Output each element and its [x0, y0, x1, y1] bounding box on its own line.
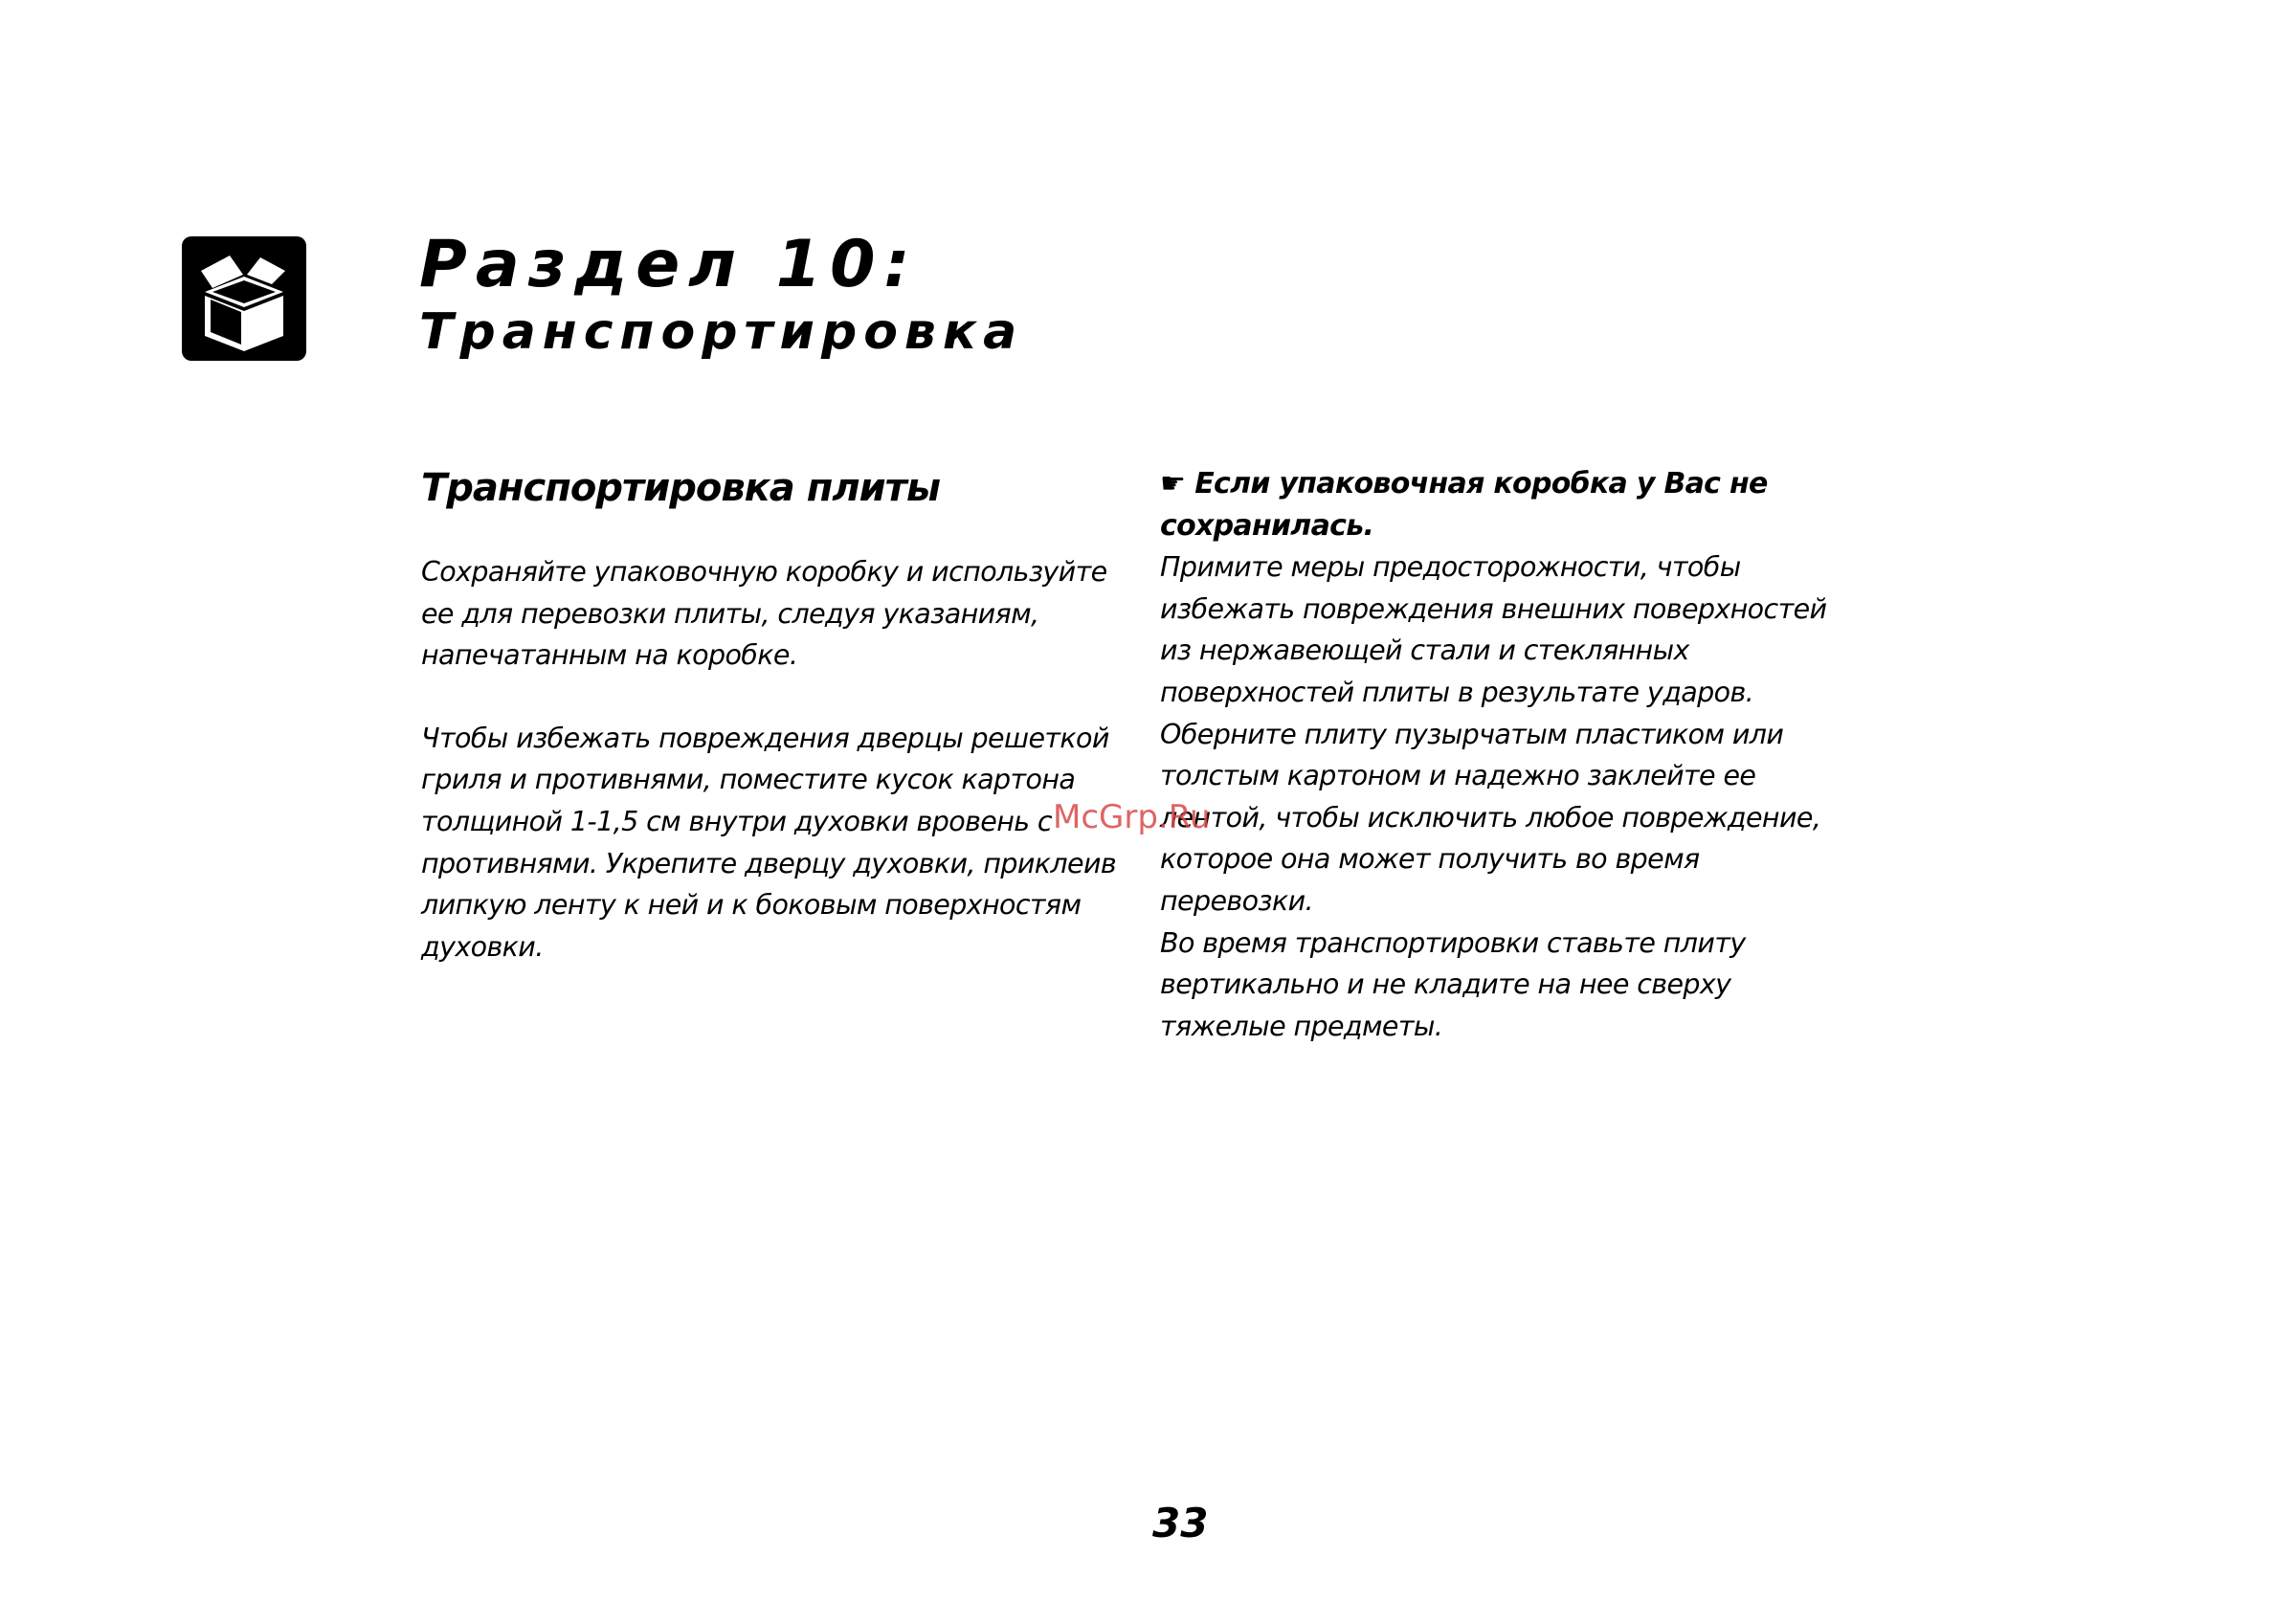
packaging-paragraph: Сохраняйте упаковочную коробку и используйте ее для перевозки плиты, следуя указаниям, напечатанным на коробке.	[421, 556, 1107, 672]
left-column	[421, 459, 1120, 968]
section-title: Транспортировка	[419, 303, 1024, 361]
note-line: Оберните плиту пузырчатым пластиком или толстым картоном и надежно заклейте ее лентой, чтобы исключить любое повреждение, которое она может получить во время перевозки.	[1160, 718, 1821, 917]
note-body	[1160, 546, 1859, 1047]
transport-heading: Транспортировка плиты	[421, 466, 941, 510]
note-line: Примите меры предосторожности, чтобы избежать повреждения внешних поверхностей из нержавеющей стали и стеклянных поверхностей плиты в результате ударов.	[1160, 551, 1827, 708]
open-box-icon	[182, 236, 306, 361]
pointing-hand-icon: ☛	[1160, 467, 1186, 501]
section-number: Раздел 10:	[419, 227, 919, 302]
note-line: Во время транспортировки ставьте плиту вертикально и не кладите на нее сверху тяжелые предметы.	[1160, 926, 1746, 1042]
note-heading	[1160, 463, 1859, 546]
note-heading-text: Если упаковочная коробка у Вас не сохранилась.	[1160, 467, 1768, 543]
right-column	[1160, 463, 1859, 1047]
door-protection-paragraph: Чтобы избежать повреждения дверцы решеткой гриля и противнями, поместите кусок картона толщиной 1-1,5 см внутри духовки вровень с противнями. Укрепите дверцу духовки, приклеив липкую ленту к ней и к боковым поверхностям духовки.	[421, 722, 1117, 963]
page-number: 33	[1152, 1500, 1209, 1546]
watermark: McGrp.Ru	[1053, 798, 1211, 836]
section-header	[419, 228, 1023, 362]
